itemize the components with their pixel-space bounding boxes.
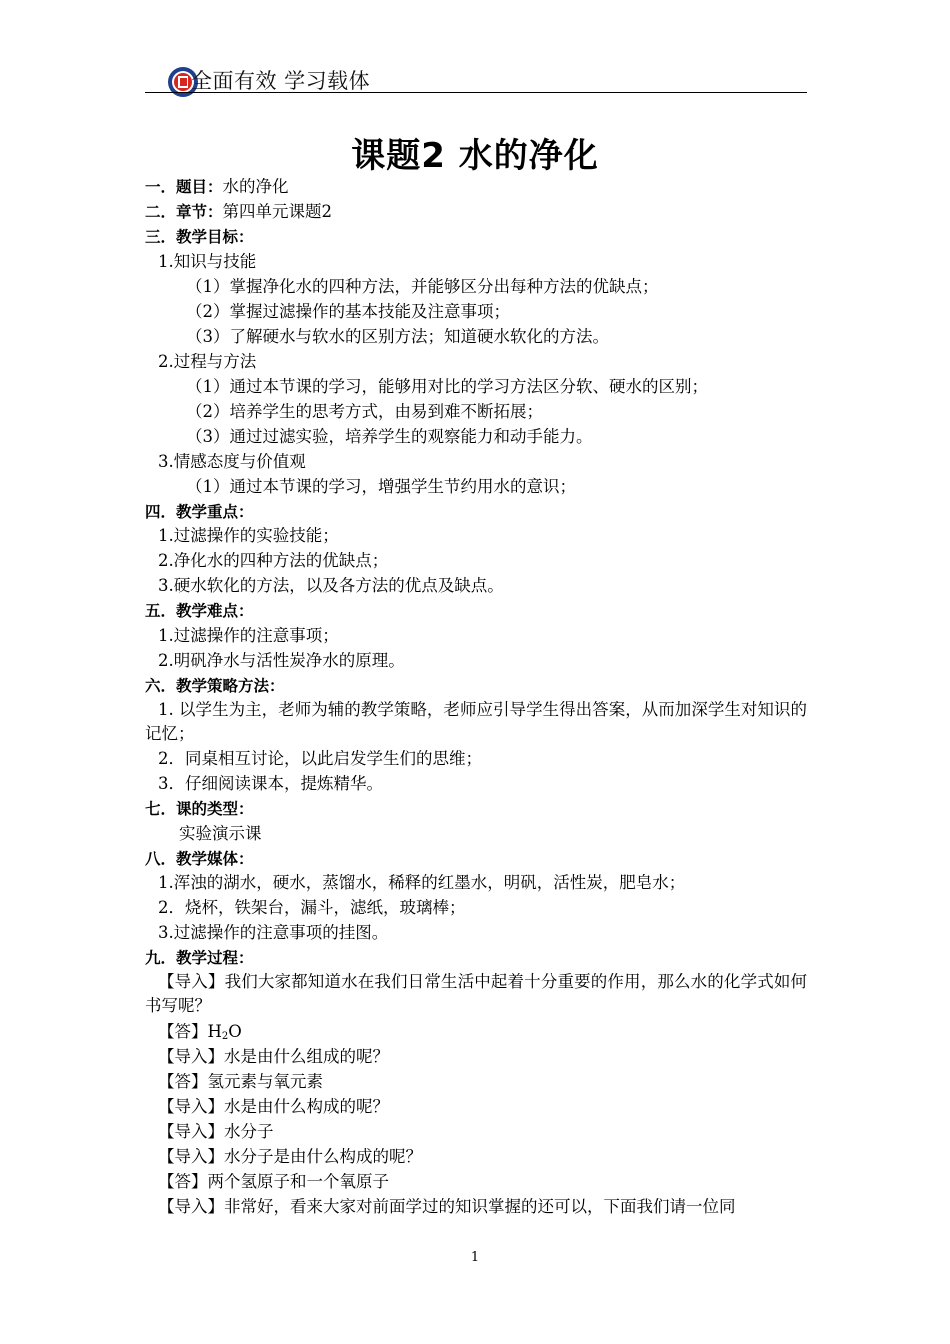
process-dialog-line: 【导入】水是由什么组成的呢？	[158, 1047, 389, 1066]
objective-subheading: 3.情感态度与价值观	[158, 452, 306, 471]
section-chapter	[145, 200, 332, 224]
process-dialog-line: 【答】氢元素与氧元素	[158, 1072, 323, 1091]
process-dialog-line: 【导入】水分子是由什么构成的呢？	[158, 1147, 422, 1166]
section-lesson-type-heading: 七．课的类型：	[145, 800, 254, 818]
media-item: 2．烧杯，铁架台，漏斗，滤纸，玻璃棒；	[158, 898, 466, 917]
section-label: 二．章节：	[145, 203, 223, 221]
process-dialog-line: 【导入】水分子	[158, 1122, 274, 1141]
process-dialog-line: 【导入】非常好，看来大家对前面学过的知识掌握的还可以，下面我们请一位同	[158, 1197, 736, 1216]
answer-suffix: O	[228, 1022, 242, 1041]
page-title: 课题2 水的净化	[351, 136, 599, 176]
key-point-item: 2.净化水的四种方法的优缺点；	[158, 551, 389, 570]
section-objectives-heading: 三．教学目标：	[145, 228, 254, 246]
objective-subheading: 2.过程与方法	[158, 352, 257, 371]
objective-item: （3）通过过滤实验，培养学生的观察能力和动手能力。	[186, 427, 593, 446]
process-dialog-line: 【答】两个氢原子和一个氧原子	[158, 1172, 389, 1191]
difficulty-item: 1.过滤操作的注意事项；	[158, 626, 339, 645]
process-intro: 【导入】我们大家都知道水在我们日常生活中起着十分重要的作用，那么水的化学式如何书写呢？	[145, 972, 807, 1015]
section-key-points-heading: 四．教学重点：	[145, 503, 254, 521]
header-text: 全面有效 学习载体	[191, 69, 371, 93]
process-dialog-line: 【导入】水是由什么构成的呢？	[158, 1097, 389, 1116]
strategy-item: 2．同桌相互讨论，以此启发学生们的思维；	[158, 749, 482, 768]
strategy-item: 3．仔细阅读课本，提炼精华。	[158, 774, 383, 793]
page-number: 1	[470, 1250, 480, 1265]
media-item: 3.过滤操作的注意事项的挂图。	[158, 923, 389, 942]
objective-item: （3）了解硬水与软水的区别方法；知道硬水软化的方法。	[186, 327, 609, 346]
objective-item: （2）掌握过滤操作的基本技能及注意事项；	[186, 302, 510, 321]
key-point-item: 3.硬水软化的方法，以及各方法的优点及缺点。	[158, 576, 504, 595]
section-media-heading: 八．教学媒体：	[145, 850, 254, 868]
section-text: 第四单元课题2	[222, 202, 333, 221]
objective-item: （1）通过本节课的学习，能够用对比的学习方法区分软、硬水的区别；	[186, 377, 708, 396]
lesson-type-text: 实验演示课	[179, 824, 262, 843]
section-label: 一．题目：	[145, 178, 223, 196]
media-item: 1.浑浊的湖水，硬水，蒸馏水，稀释的红墨水，明矾，活性炭，肥皂水；	[158, 873, 686, 892]
section-topic	[145, 175, 289, 199]
section-text: 水的净化	[222, 177, 289, 196]
answer-prefix: 【答】H	[158, 1022, 222, 1041]
objective-item: （1）通过本节课的学习，增强学生节约用水的意识；	[186, 477, 576, 496]
objective-item: （2）培养学生的思考方式，由易到难不断拓展；	[186, 402, 543, 421]
page-header	[145, 64, 807, 94]
strategy-item: 1. 以学生为主，老师为辅的教学策略，老师应引导学生得出答案，从而加深学生对知识的记忆；	[145, 700, 807, 743]
key-point-item: 1.过滤操作的实验技能；	[158, 526, 339, 545]
objective-subheading: 1.知识与技能	[158, 252, 257, 271]
section-strategy-heading: 六．教学策略方法：	[145, 677, 285, 695]
section-process-heading: 九．教学过程：	[145, 949, 254, 967]
section-difficulties-heading: 五．教学难点：	[145, 602, 254, 620]
objective-item: （1）掌握净化水的四种方法，并能够区分出每种方法的优缺点；	[186, 277, 659, 296]
difficulty-item: 2.明矾净水与活性炭净水的原理。	[158, 651, 405, 670]
header-divider	[145, 92, 807, 93]
answer-subscript: 2	[221, 1031, 229, 1042]
